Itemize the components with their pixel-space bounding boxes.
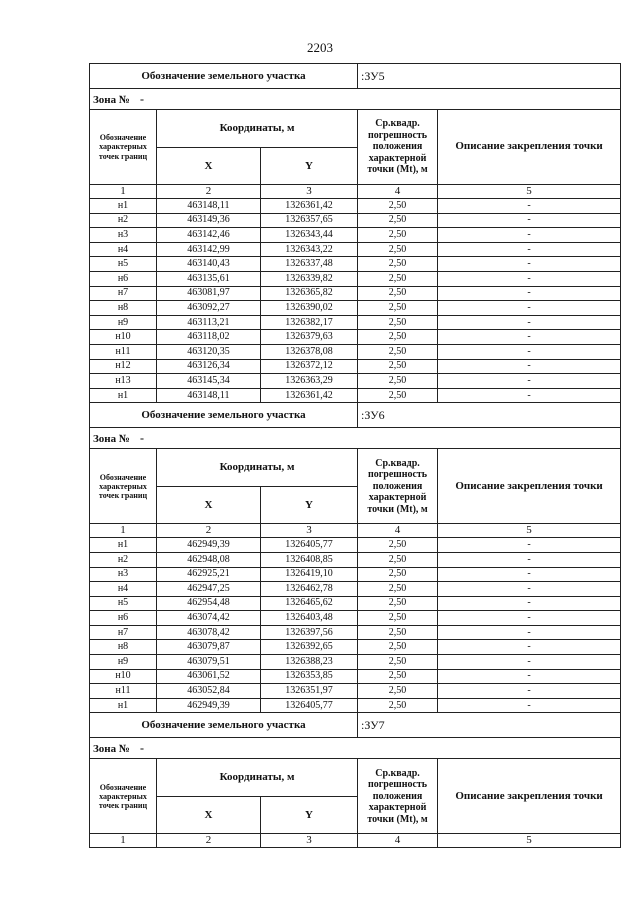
table-row	[90, 388, 621, 403]
table-cell: 463074,42	[157, 611, 261, 626]
table-row	[90, 359, 621, 374]
table-cell: 2,50	[358, 538, 438, 553]
zone-cell	[90, 738, 621, 759]
parcel-value: :ЗУ5	[358, 64, 621, 89]
table-cell: н2	[90, 552, 157, 567]
table-cell: 1326337,48	[261, 257, 358, 272]
table-cell: -	[438, 242, 621, 257]
table-cell: 2,50	[358, 213, 438, 228]
table-cell: 1326419,10	[261, 567, 358, 582]
description-header: Описание закрепления точки	[438, 110, 621, 185]
table-cell: 1326372,12	[261, 359, 358, 374]
table-cell: н12	[90, 359, 157, 374]
table-row	[90, 213, 621, 228]
table-cell: н11	[90, 684, 157, 699]
table-cell: 463052,84	[157, 684, 261, 699]
table-cell: н4	[90, 582, 157, 597]
table-row	[90, 271, 621, 286]
table-cell: 1326361,42	[261, 199, 358, 214]
column-number: 2	[157, 834, 261, 848]
x-header: X	[157, 148, 261, 185]
column-number: 1	[90, 185, 157, 199]
table-cell: 1326405,77	[261, 538, 358, 553]
error-header: Ср.квадр. погрешность положения характерной точки (Mt), м	[358, 110, 438, 185]
column-number: 3	[261, 524, 358, 538]
table-cell: н11	[90, 344, 157, 359]
table-cell: 1326361,42	[261, 388, 358, 403]
table-cell: -	[438, 199, 621, 214]
column-number: 5	[438, 185, 621, 199]
zone-label: Зона №	[93, 93, 130, 106]
description-header: Описание закрепления точки	[438, 759, 621, 834]
table-cell: н1	[90, 538, 157, 553]
coordinates-table	[89, 63, 621, 848]
zone-value: -	[139, 430, 144, 445]
x-header: X	[157, 487, 261, 524]
table-cell: н9	[90, 315, 157, 330]
table-cell: 463118,02	[157, 330, 261, 345]
table-cell: 462925,21	[157, 567, 261, 582]
table-cell: н5	[90, 596, 157, 611]
table-cell: 1326397,56	[261, 625, 358, 640]
table-cell: н3	[90, 567, 157, 582]
table-cell: 1326357,65	[261, 213, 358, 228]
table-cell: 2,50	[358, 388, 438, 403]
table-cell: 1326408,85	[261, 552, 358, 567]
table-row	[90, 567, 621, 582]
table-row	[90, 684, 621, 699]
table-cell: 2,50	[358, 315, 438, 330]
table-cell: 2,50	[358, 611, 438, 626]
table-cell: 463148,11	[157, 199, 261, 214]
table-row	[90, 596, 621, 611]
table-cell: 1326462,78	[261, 582, 358, 597]
column-number: 1	[90, 524, 157, 538]
table-cell: -	[438, 301, 621, 316]
table-row	[90, 199, 621, 214]
header-row	[90, 449, 621, 487]
description-header: Описание закрепления точки	[438, 449, 621, 524]
table-cell: 463149,36	[157, 213, 261, 228]
zone-value: -	[139, 740, 144, 755]
table-cell: 2,50	[358, 625, 438, 640]
table-cell: 1326353,85	[261, 669, 358, 684]
column-number-row	[90, 524, 621, 538]
table-cell: -	[438, 596, 621, 611]
table-cell: 2,50	[358, 228, 438, 243]
x-header: X	[157, 797, 261, 834]
zone-row	[90, 89, 621, 110]
table-row	[90, 625, 621, 640]
table-cell: -	[438, 315, 621, 330]
table-cell: -	[438, 625, 621, 640]
table-cell: -	[438, 213, 621, 228]
table-row	[90, 344, 621, 359]
table-row	[90, 286, 621, 301]
table-cell: н10	[90, 330, 157, 345]
table-cell: 1326343,44	[261, 228, 358, 243]
table-cell: -	[438, 611, 621, 626]
y-header: Y	[261, 148, 358, 185]
table-cell: 1326339,82	[261, 271, 358, 286]
table-cell: н1	[90, 199, 157, 214]
table-cell: 2,50	[358, 582, 438, 597]
table-cell: -	[438, 388, 621, 403]
table-cell: н3	[90, 228, 157, 243]
table-cell: -	[438, 552, 621, 567]
table-cell: 1326351,97	[261, 684, 358, 699]
parcel-label: Обозначение земельного участка	[90, 64, 358, 89]
table-cell: 2,50	[358, 330, 438, 345]
parcel-value: :ЗУ6	[358, 403, 621, 428]
table-row	[90, 655, 621, 670]
table-cell: 1326365,82	[261, 286, 358, 301]
table-row	[90, 640, 621, 655]
table-cell: 2,50	[358, 552, 438, 567]
parcel-row	[90, 713, 621, 738]
table-cell: 1326343,22	[261, 242, 358, 257]
table-cell: 463078,42	[157, 625, 261, 640]
coordinates-header: Координаты, м	[157, 449, 358, 487]
table-cell: 463135,61	[157, 271, 261, 286]
table-cell: н2	[90, 213, 157, 228]
parcel-label: Обозначение земельного участка	[90, 713, 358, 738]
table-cell: 463145,34	[157, 374, 261, 389]
column-number: 4	[358, 834, 438, 848]
table-cell: 2,50	[358, 271, 438, 286]
table-cell: 462949,39	[157, 698, 261, 713]
table-cell: 2,50	[358, 242, 438, 257]
table-row	[90, 698, 621, 713]
table-cell: -	[438, 640, 621, 655]
table-row	[90, 611, 621, 626]
table-cell: н8	[90, 301, 157, 316]
table-cell: -	[438, 538, 621, 553]
column-number: 3	[261, 185, 358, 199]
point-label-header: Обозначение характерных точек границ	[90, 759, 157, 834]
table-row	[90, 315, 621, 330]
table-cell: н13	[90, 374, 157, 389]
table-cell: 2,50	[358, 640, 438, 655]
point-label-header: Обозначение характерных точек границ	[90, 110, 157, 185]
table-cell: 462948,08	[157, 552, 261, 567]
zone-cell	[90, 89, 621, 110]
table-cell: 2,50	[358, 301, 438, 316]
coordinates-header: Координаты, м	[157, 759, 358, 797]
table-cell: -	[438, 228, 621, 243]
page-number: 2203	[307, 40, 333, 55]
table-cell: н1	[90, 388, 157, 403]
table-cell: 1326390,02	[261, 301, 358, 316]
zone-label: Зона №	[93, 742, 130, 755]
table-row	[90, 538, 621, 553]
table-cell: н7	[90, 286, 157, 301]
zone-label: Зона №	[93, 432, 130, 445]
table-cell: -	[438, 257, 621, 272]
table-cell: 463092,27	[157, 301, 261, 316]
parcel-value: :ЗУ7	[358, 713, 621, 738]
table-cell: 2,50	[358, 344, 438, 359]
table-cell: н10	[90, 669, 157, 684]
table-cell: 1326405,77	[261, 698, 358, 713]
error-header: Ср.квадр. погрешность положения характерной точки (Mt), м	[358, 449, 438, 524]
table-cell: 2,50	[358, 359, 438, 374]
column-number: 5	[438, 834, 621, 848]
table-cell: 463142,99	[157, 242, 261, 257]
column-number: 5	[438, 524, 621, 538]
table-cell: н8	[90, 640, 157, 655]
column-number-row	[90, 185, 621, 199]
table-row	[90, 552, 621, 567]
table-cell: -	[438, 374, 621, 389]
zone-row	[90, 428, 621, 449]
table-row	[90, 330, 621, 345]
table-cell: 463120,35	[157, 344, 261, 359]
table-cell: н5	[90, 257, 157, 272]
table-cell: 463081,97	[157, 286, 261, 301]
table-cell: 2,50	[358, 374, 438, 389]
table-cell: 2,50	[358, 655, 438, 670]
table-cell: -	[438, 655, 621, 670]
column-number: 4	[358, 185, 438, 199]
table-cell: -	[438, 359, 621, 374]
header-row	[90, 759, 621, 797]
parcel-label: Обозначение земельного участка	[90, 403, 358, 428]
table-cell: 2,50	[358, 567, 438, 582]
table-cell: -	[438, 582, 621, 597]
table-cell: н6	[90, 271, 157, 286]
table-row	[90, 301, 621, 316]
table-cell: 463079,87	[157, 640, 261, 655]
table-cell: -	[438, 684, 621, 699]
column-number: 2	[157, 185, 261, 199]
table-cell: н1	[90, 698, 157, 713]
table-cell: 2,50	[358, 669, 438, 684]
error-header: Ср.квадр. погрешность положения характерной точки (Mt), м	[358, 759, 438, 834]
table-cell: н6	[90, 611, 157, 626]
table-row	[90, 582, 621, 597]
table-cell: 2,50	[358, 684, 438, 699]
table-cell: 2,50	[358, 596, 438, 611]
table-cell: н7	[90, 625, 157, 640]
table-cell: -	[438, 698, 621, 713]
column-number-row	[90, 834, 621, 848]
table-row	[90, 257, 621, 272]
table-row	[90, 242, 621, 257]
column-number: 4	[358, 524, 438, 538]
table-cell: -	[438, 286, 621, 301]
table-cell: 463126,34	[157, 359, 261, 374]
table-cell: 463148,11	[157, 388, 261, 403]
table-cell: -	[438, 567, 621, 582]
column-number: 2	[157, 524, 261, 538]
table-row	[90, 669, 621, 684]
table-cell: 462954,48	[157, 596, 261, 611]
coordinates-header: Координаты, м	[157, 110, 358, 148]
table-cell: -	[438, 344, 621, 359]
table-cell: 462947,25	[157, 582, 261, 597]
table-cell: н9	[90, 655, 157, 670]
table-cell: 463140,43	[157, 257, 261, 272]
zone-row	[90, 738, 621, 759]
table-cell: 462949,39	[157, 538, 261, 553]
parcel-row	[90, 64, 621, 89]
header-row	[90, 110, 621, 148]
table-cell: 1326392,65	[261, 640, 358, 655]
table-cell: 2,50	[358, 257, 438, 272]
point-label-header: Обозначение характерных точек границ	[90, 449, 157, 524]
y-header: Y	[261, 797, 358, 834]
table-cell: -	[438, 330, 621, 345]
parcel-row	[90, 403, 621, 428]
y-header: Y	[261, 487, 358, 524]
table-cell: 463113,21	[157, 315, 261, 330]
table-cell: 1326403,48	[261, 611, 358, 626]
table-cell: 2,50	[358, 698, 438, 713]
table-cell: н4	[90, 242, 157, 257]
table-cell: -	[438, 669, 621, 684]
table-cell: 2,50	[358, 199, 438, 214]
table-cell: 1326382,17	[261, 315, 358, 330]
table-cell: 1326363,29	[261, 374, 358, 389]
table-cell: -	[438, 271, 621, 286]
table-cell: 463142,46	[157, 228, 261, 243]
table-cell: 1326379,63	[261, 330, 358, 345]
table-cell: 463079,51	[157, 655, 261, 670]
table-row	[90, 228, 621, 243]
zone-cell	[90, 428, 621, 449]
table-row	[90, 374, 621, 389]
table-cell: 1326465,62	[261, 596, 358, 611]
table-cell: 1326378,08	[261, 344, 358, 359]
column-number: 1	[90, 834, 157, 848]
table-cell: 1326388,23	[261, 655, 358, 670]
column-number: 3	[261, 834, 358, 848]
zone-value: -	[139, 91, 144, 106]
table-cell: 463061,52	[157, 669, 261, 684]
table-cell: 2,50	[358, 286, 438, 301]
